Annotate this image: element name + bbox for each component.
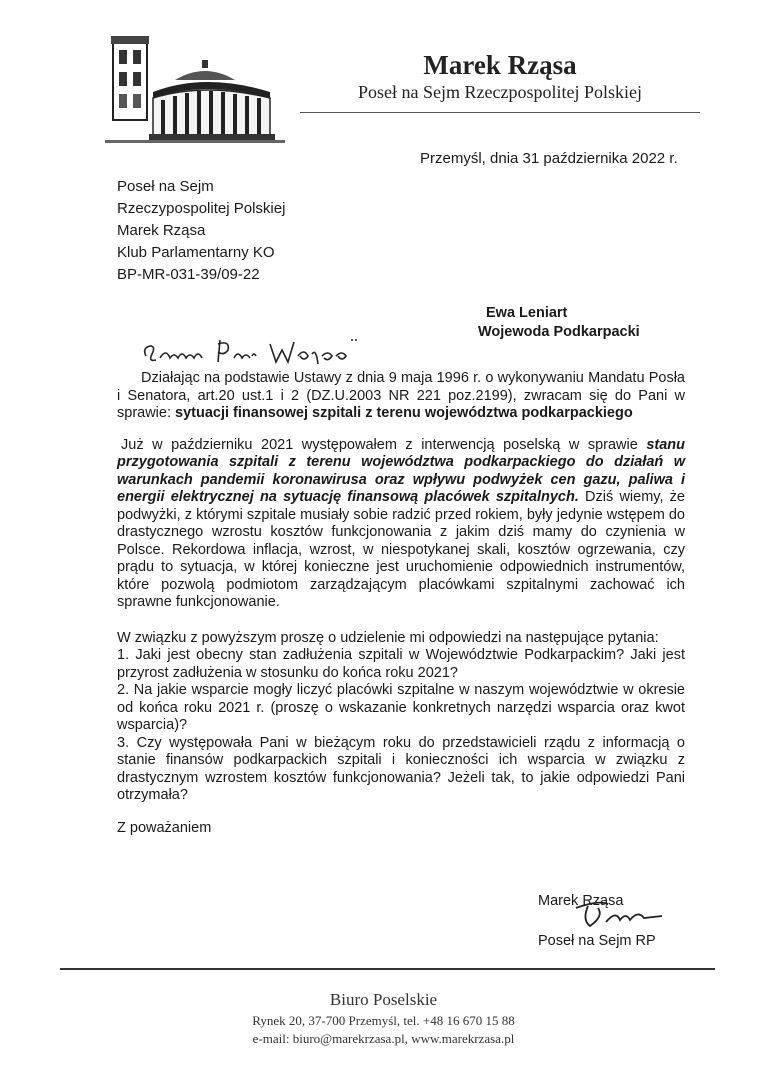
- question-3: 3. Czy występowała Pani w bieżącym roku do przedstawicieli rządu z informacją o stanie finansów podkarpackich szpitali i konieczności ich wsparcia w związku z drastycznym wzrostem kosztów funkcjonowania? Jeżeli tak, to jakie odpowiedzi Pani otrzymała?: [117, 734, 685, 803]
- emphasized-text: stanu przygotowania szpitali z terenu województwa podkarpackiego do działań w warunkach pandemii koronawirusa oraz wpływu podwyżek cen gazu, paliwa i energii elektrycznej na sytuację finansową placówek szpitalnych.: [117, 436, 685, 505]
- reference-number: BP-MR-031-39/09-22: [117, 266, 260, 283]
- recipient-block: [478, 304, 640, 342]
- footer-divider: [60, 968, 715, 970]
- sender-line: Marek Rząsa: [117, 222, 206, 239]
- handwritten-signature: [568, 896, 668, 932]
- letterhead-subtitle: Poseł na Sejm Rzeczpospolitej Polskiej: [358, 82, 642, 102]
- date-line: Przemyśl, dnia 31 października 2022 r.: [420, 150, 678, 167]
- letterhead-name: Marek Rząsa: [423, 50, 577, 80]
- letter-subject: sytuacji finansowej szpitali z terenu województwa podkarpackiego: [175, 405, 633, 421]
- recipient-title: Wojewoda Podkarpacki: [478, 324, 640, 340]
- letter-body: [117, 370, 685, 837]
- closing-phrase: Z poważaniem: [117, 819, 212, 836]
- signature-title: Poseł na Sejm RP: [538, 933, 656, 949]
- sender-block: [117, 176, 285, 286]
- handwritten-greeting: [140, 334, 360, 372]
- sender-line: Poseł na Sejm: [117, 178, 214, 195]
- sender-line: Klub Parlamentarny KO: [117, 244, 275, 261]
- letterhead-divider: [300, 112, 700, 113]
- paragraph-context: Już w październiku 2021 występowałem z interwencją poselską w sprawie stanu przygotowania szpitali z terenu województwa podkarpackiego do działań w warunkach pandemii koronawirusa oraz wpływu podwyżek cen gazu, paliwa i energii elektrycznej na sytuację finansową placówek szpitalnych. Dziś wiemy, że podwyżki, z którymi szpitale musiały sobie radzić przed rokiem, były jedynie wstępem do drastycznego wzrostu kosztów funkcjonowania z jakim dziś mamy do czynienia w Polsce. Rekordowa inflacja, wzrost, w niespotykanej skali, kosztów ogrzewania, czy prądu to sytuacja, w której konieczne jest uruchomienie odpowiednich instrumentów, które pozwolą podmiotom zarządzającym placówkami szpitalnymi zachować ich sprawne funkcjonowanie.: [117, 436, 685, 610]
- sejm-building-logo: [105, 32, 285, 152]
- questions-intro: W związku z powyższym proszę o udzielenie mi odpowiedzi na następujące pytania:: [117, 629, 659, 646]
- question-1: 1. Jaki jest obecny stan zadłużenia szpitali w Województwie Podkarpackim? Jaki jest przyrost zadłużenia w stosunku do końca roku 2021?: [117, 647, 685, 681]
- footer-address: Rynek 20, 37-700 Przemyśl, tel. +48 16 670 15 88: [252, 1013, 515, 1028]
- sender-line: Rzeczypospolitej Polskiej: [117, 200, 286, 217]
- signature-name: Marek Rząsa: [538, 893, 624, 909]
- footer-office: Biuro Poselskie: [329, 990, 438, 1009]
- paragraph-intro: Działając na podstawie Ustawy z dnia 9 maja 1996 r. o wykonywaniu Mandatu Posła i Senatora, art.20 ust.1 i 2 (DZ.U.2003 NR 221 poz.2199), zwracam się do Pani w sprawie: sytuacji finansowej szpitali z terenu województwa podkarpackiego: [117, 370, 685, 421]
- recipient-name: Ewa Leniart: [486, 305, 568, 321]
- question-2: 2. Na jakie wsparcie mogły liczyć placówki szpitalne w naszym województwie w okresie od końca roku 2021 r. (proszę o wskazanie konkretnych narzędzi wsparcia oraz kwot wsparcia)?: [117, 682, 685, 733]
- footer-contact: e-mail: biuro@marekrzasa.pl, www.marekrzasa.pl: [252, 1031, 515, 1046]
